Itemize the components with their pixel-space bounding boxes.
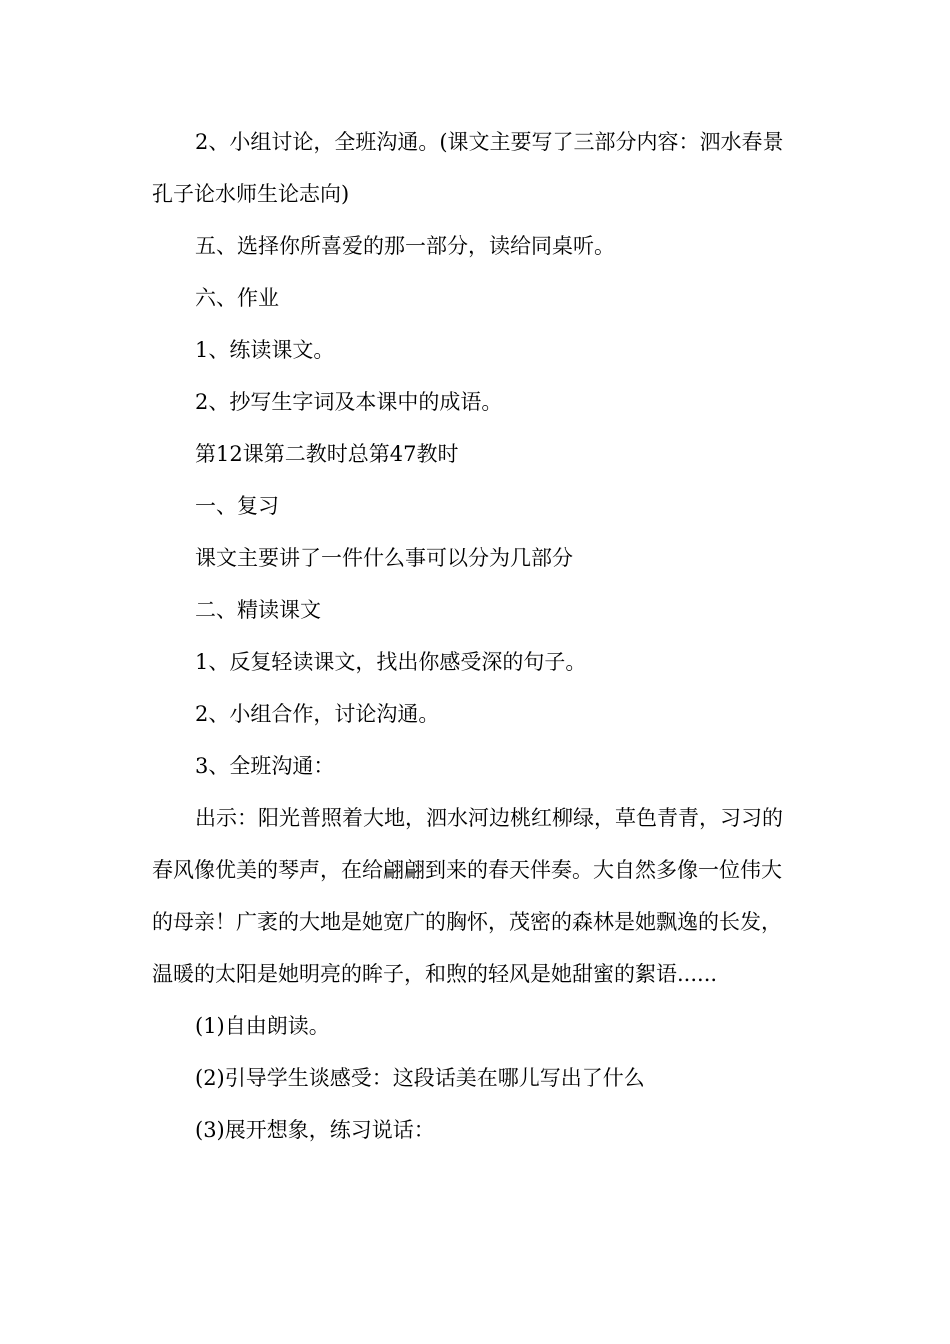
paragraph-passage: 出示：阳光普照着大地，泗水河边桃红柳绿，草色青青，习习的春风像优美的琴声，在给翩翩到来的春天伴奏。大自然多像一位伟大的母亲！广袤的大地是她宽广的胸怀，茂密的森林是她飘逸的长发，温暖的太阳是她明亮的眸子，和煦的轻风是她甜蜜的絮语...... bbox=[152, 806, 783, 986]
document-body bbox=[152, 116, 800, 1156]
paragraph-review-heading: 一、复习 bbox=[195, 494, 279, 518]
paragraph-homework-2: 2、抄写生字词及本课中的成语。 bbox=[195, 390, 503, 414]
paragraph-close-reading-heading: 二、精读课文 bbox=[195, 598, 321, 622]
paragraph-step-2: 2、小组合作，讨论沟通。 bbox=[195, 702, 440, 726]
paragraph-review-question: 课文主要讲了一件什么事可以分为几部分 bbox=[195, 546, 573, 570]
paragraph-homework-1: 1、练读课文。 bbox=[195, 338, 335, 362]
paragraph-sub-1: (1)自由朗读。 bbox=[195, 1014, 330, 1038]
paragraph-homework-heading: 六、作业 bbox=[195, 286, 279, 310]
paragraph-step-3: 3、全班沟通： bbox=[195, 754, 335, 778]
paragraph-lesson-title: 第12课第二教时总第47教时 bbox=[195, 442, 459, 466]
paragraph-choose-part: 五、选择你所喜爱的那一部分，读给同桌听。 bbox=[195, 234, 615, 258]
paragraph-sub-2: (2)引导学生谈感受：这段话美在哪儿写出了什么 bbox=[195, 1066, 645, 1090]
paragraph-sub-3: (3)展开想象，练习说话： bbox=[195, 1118, 435, 1142]
paragraph-step-1: 1、反复轻读课文，找出你感受深的句子。 bbox=[195, 650, 587, 674]
paragraph-discussion: 2、小组讨论，全班沟通。(课文主要写了三部分内容：泗水春景孔子论水师生论志向) bbox=[152, 130, 784, 206]
